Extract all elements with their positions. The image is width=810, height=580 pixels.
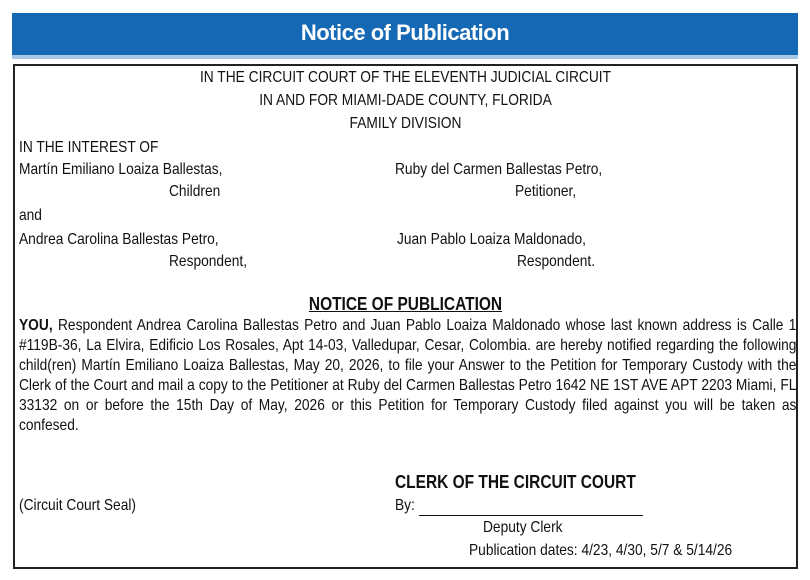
signature-line: [419, 515, 643, 516]
court-line-2: IN AND FOR MIAMI-DADE COUNTY, FLORIDA: [259, 92, 552, 109]
caption-petitioner-name: Ruby del Carmen Ballestas Petro,: [395, 161, 603, 178]
caption-respondent2-role: Respondent.: [517, 253, 596, 270]
notice-heading: NOTICE OF PUBLICATION: [308, 294, 503, 314]
notice-body: [19, 316, 796, 436]
notice-body-text: Respondent Andrea Carolina Ballestas Petro and Juan Pablo Loaiza Maldonado whose last known address is Calle 1 #119B-36, La Elvira, Edificio Los Rosales, Apt 14-03, Valledupar, Cesar, Colombia. are hereby notified regarding the following child(ren) Martín Emiliano Loaiza Ballestas, May 20, 2026, to file your Answer to the Petition for Temporary Custody with the Clerk of the Court and mail a copy to the Petitioner at Ruby del Carmen Ballestas Petro 1642 NE 1ST AVE APT 2203 Miami, FL 33132 on or before the 15th Day of May, 2026 or this Petition for Temporary Custody filed against you will be taken as confesed.: [19, 317, 797, 434]
clerk-title: CLERK OF THE CIRCUIT COURT: [395, 472, 636, 492]
caption-interest-of: IN THE INTEREST OF: [19, 139, 159, 156]
notice-banner: [12, 13, 798, 59]
caption-respondent2-name: Juan Pablo Loaiza Maldonado,: [397, 231, 586, 248]
publication-dates: Publication dates: 4/23, 4/30, 5/7 & 5/14/26: [469, 542, 733, 559]
court-line-1: IN THE CIRCUIT COURT OF THE ELEVENTH JUDICIAL CIRCUIT: [199, 69, 612, 86]
by-label: By:: [395, 497, 415, 514]
banner-title: Notice of Publication: [300, 20, 510, 45]
court-line-3: FAMILY DIVISION: [349, 115, 462, 132]
caption-and: and: [19, 207, 42, 224]
caption-child-name: Martín Emiliano Loaiza Ballestas,: [19, 161, 223, 178]
notice-lead: YOU,: [19, 317, 53, 334]
court-seal: (Circuit Court Seal): [19, 497, 136, 514]
caption-child-role: Children: [169, 183, 221, 200]
caption-respondent1-role: Respondent,: [169, 253, 248, 270]
caption-respondent1-name: Andrea Carolina Ballestas Petro,: [19, 231, 219, 248]
notice-frame: [13, 64, 798, 569]
deputy-clerk: Deputy Clerk: [483, 519, 563, 536]
caption-petitioner-role: Petitioner,: [515, 183, 577, 200]
